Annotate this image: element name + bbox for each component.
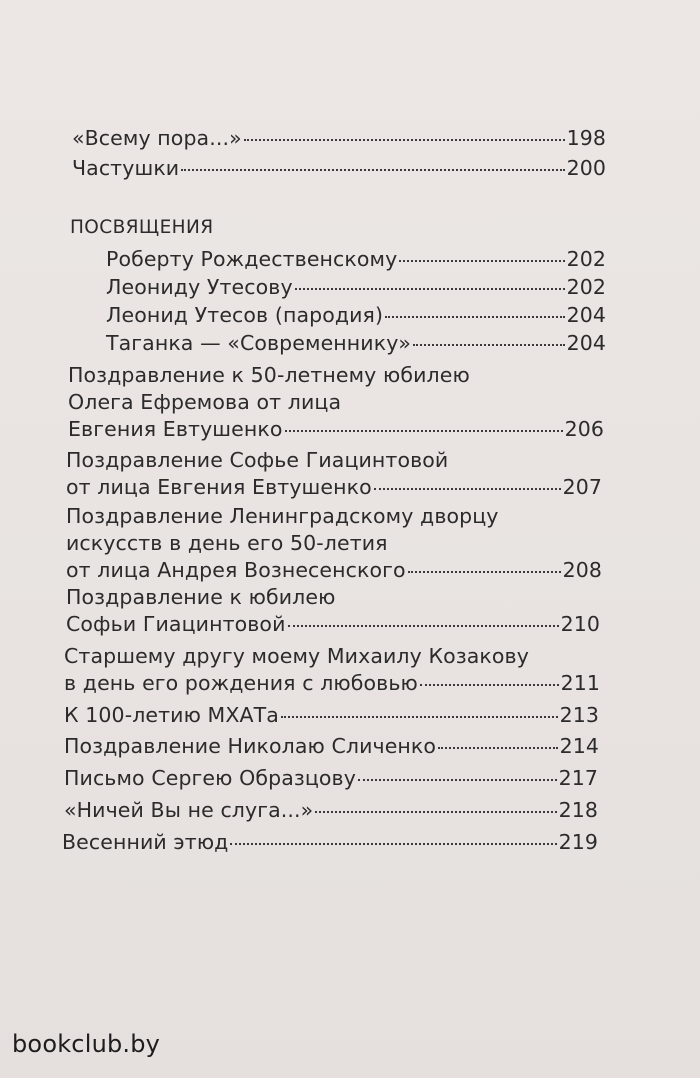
toc-page-number: 210 (560, 612, 600, 636)
leader-dots (281, 715, 558, 718)
leader-dots (438, 746, 558, 749)
toc-entry (66, 503, 602, 584)
toc-entry-title: Поздравление Николаю Сличенко (64, 734, 437, 758)
toc-page-number: 202 (566, 247, 606, 271)
toc-entry-title: К 100-летию МХАТа (64, 703, 279, 727)
toc-entry-title: Таганка — «Современнику» (106, 331, 412, 355)
toc-page-number: 214 (559, 734, 599, 758)
toc-page-number: 207 (562, 475, 602, 499)
toc-entry-title: «Ничей Вы не слуга...» (64, 798, 314, 822)
leader-dots (244, 138, 565, 141)
toc-entry-title: Леониду Утесову (106, 275, 293, 299)
toc-entry-title: Поздравление к юбилею (66, 585, 336, 609)
toc-entry (64, 765, 598, 792)
toc-entry-title: от лица Андрея Вознесенского (66, 558, 406, 582)
toc-entry-title: Софьи Гиацинтовой (66, 612, 286, 636)
toc-entry-title: от лица Евгения Евтушенко (66, 475, 372, 499)
toc-entry (64, 643, 600, 697)
toc-page-number: 204 (566, 303, 606, 327)
toc-entry-title: Леонид Утесов (пародия) (106, 303, 384, 327)
site-watermark: bookclub.by (12, 1030, 161, 1058)
toc-page-number: 211 (560, 671, 600, 695)
leader-dots (358, 778, 557, 781)
toc-entry (62, 829, 598, 856)
toc-page-number: 200 (566, 156, 606, 180)
leader-dots (315, 810, 556, 813)
toc-entry-title: в день его рождения с любовью (64, 671, 418, 695)
toc-entry-title: Поздравление к 50-летнему юбилею (68, 363, 470, 387)
toc-entry (66, 584, 600, 638)
toc-page-number: 213 (559, 703, 599, 727)
toc-entry-title: искусств в день его 50-летия (66, 531, 388, 555)
toc-page-number: 217 (558, 766, 598, 790)
toc-entry-title: Старшему другу моему Михаилу Козакову (64, 644, 529, 668)
toc-entry-title: Поздравление Софье Гиацинтовой (66, 448, 449, 472)
leader-dots (385, 315, 564, 318)
toc-page-number: 218 (558, 798, 598, 822)
toc-entry (72, 125, 606, 152)
toc-page-number: 206 (564, 417, 604, 441)
leader-dots (230, 842, 556, 845)
leader-dots (420, 683, 559, 686)
leader-dots (413, 343, 564, 346)
toc-page-number: 204 (566, 331, 606, 355)
leader-dots (408, 570, 561, 573)
toc-entry (68, 362, 604, 443)
toc-page-number: 219 (558, 830, 598, 854)
toc-entry (64, 733, 599, 760)
toc-entry-title: «Всему пора...» (72, 126, 242, 150)
leader-dots (399, 259, 564, 262)
leader-dots (374, 487, 561, 490)
toc-entry (66, 447, 602, 501)
toc-page-number: 208 (562, 558, 602, 582)
leader-dots (295, 287, 565, 290)
toc-entry (64, 702, 599, 729)
toc-entry (106, 246, 606, 273)
toc-entry-title: Поздравление Ленинградскому дворцу (66, 504, 499, 528)
leader-dots (181, 168, 564, 171)
toc-page-number: 202 (566, 275, 606, 299)
toc-entry-title: Роберту Рождественскому (106, 247, 398, 271)
toc-entry (64, 797, 598, 824)
toc-entry-title: Весенний этюд (62, 830, 229, 854)
toc-entry (72, 155, 606, 182)
leader-dots (288, 624, 559, 627)
leader-dots (285, 429, 563, 432)
toc-entry-title: Евгения Евтушенко (68, 417, 283, 441)
toc-page-number: 198 (566, 126, 606, 150)
section-heading: ПОСВЯЩЕНИЯ (70, 217, 214, 238)
toc-entry (106, 302, 606, 329)
toc-entry (106, 330, 606, 357)
toc-entry-title: Олега Ефремова от лица (68, 390, 342, 414)
toc-entry-title: Частушки (72, 156, 180, 180)
toc-entry-title: Письмо Сергею Образцову (64, 766, 356, 790)
toc-entry (106, 274, 606, 301)
